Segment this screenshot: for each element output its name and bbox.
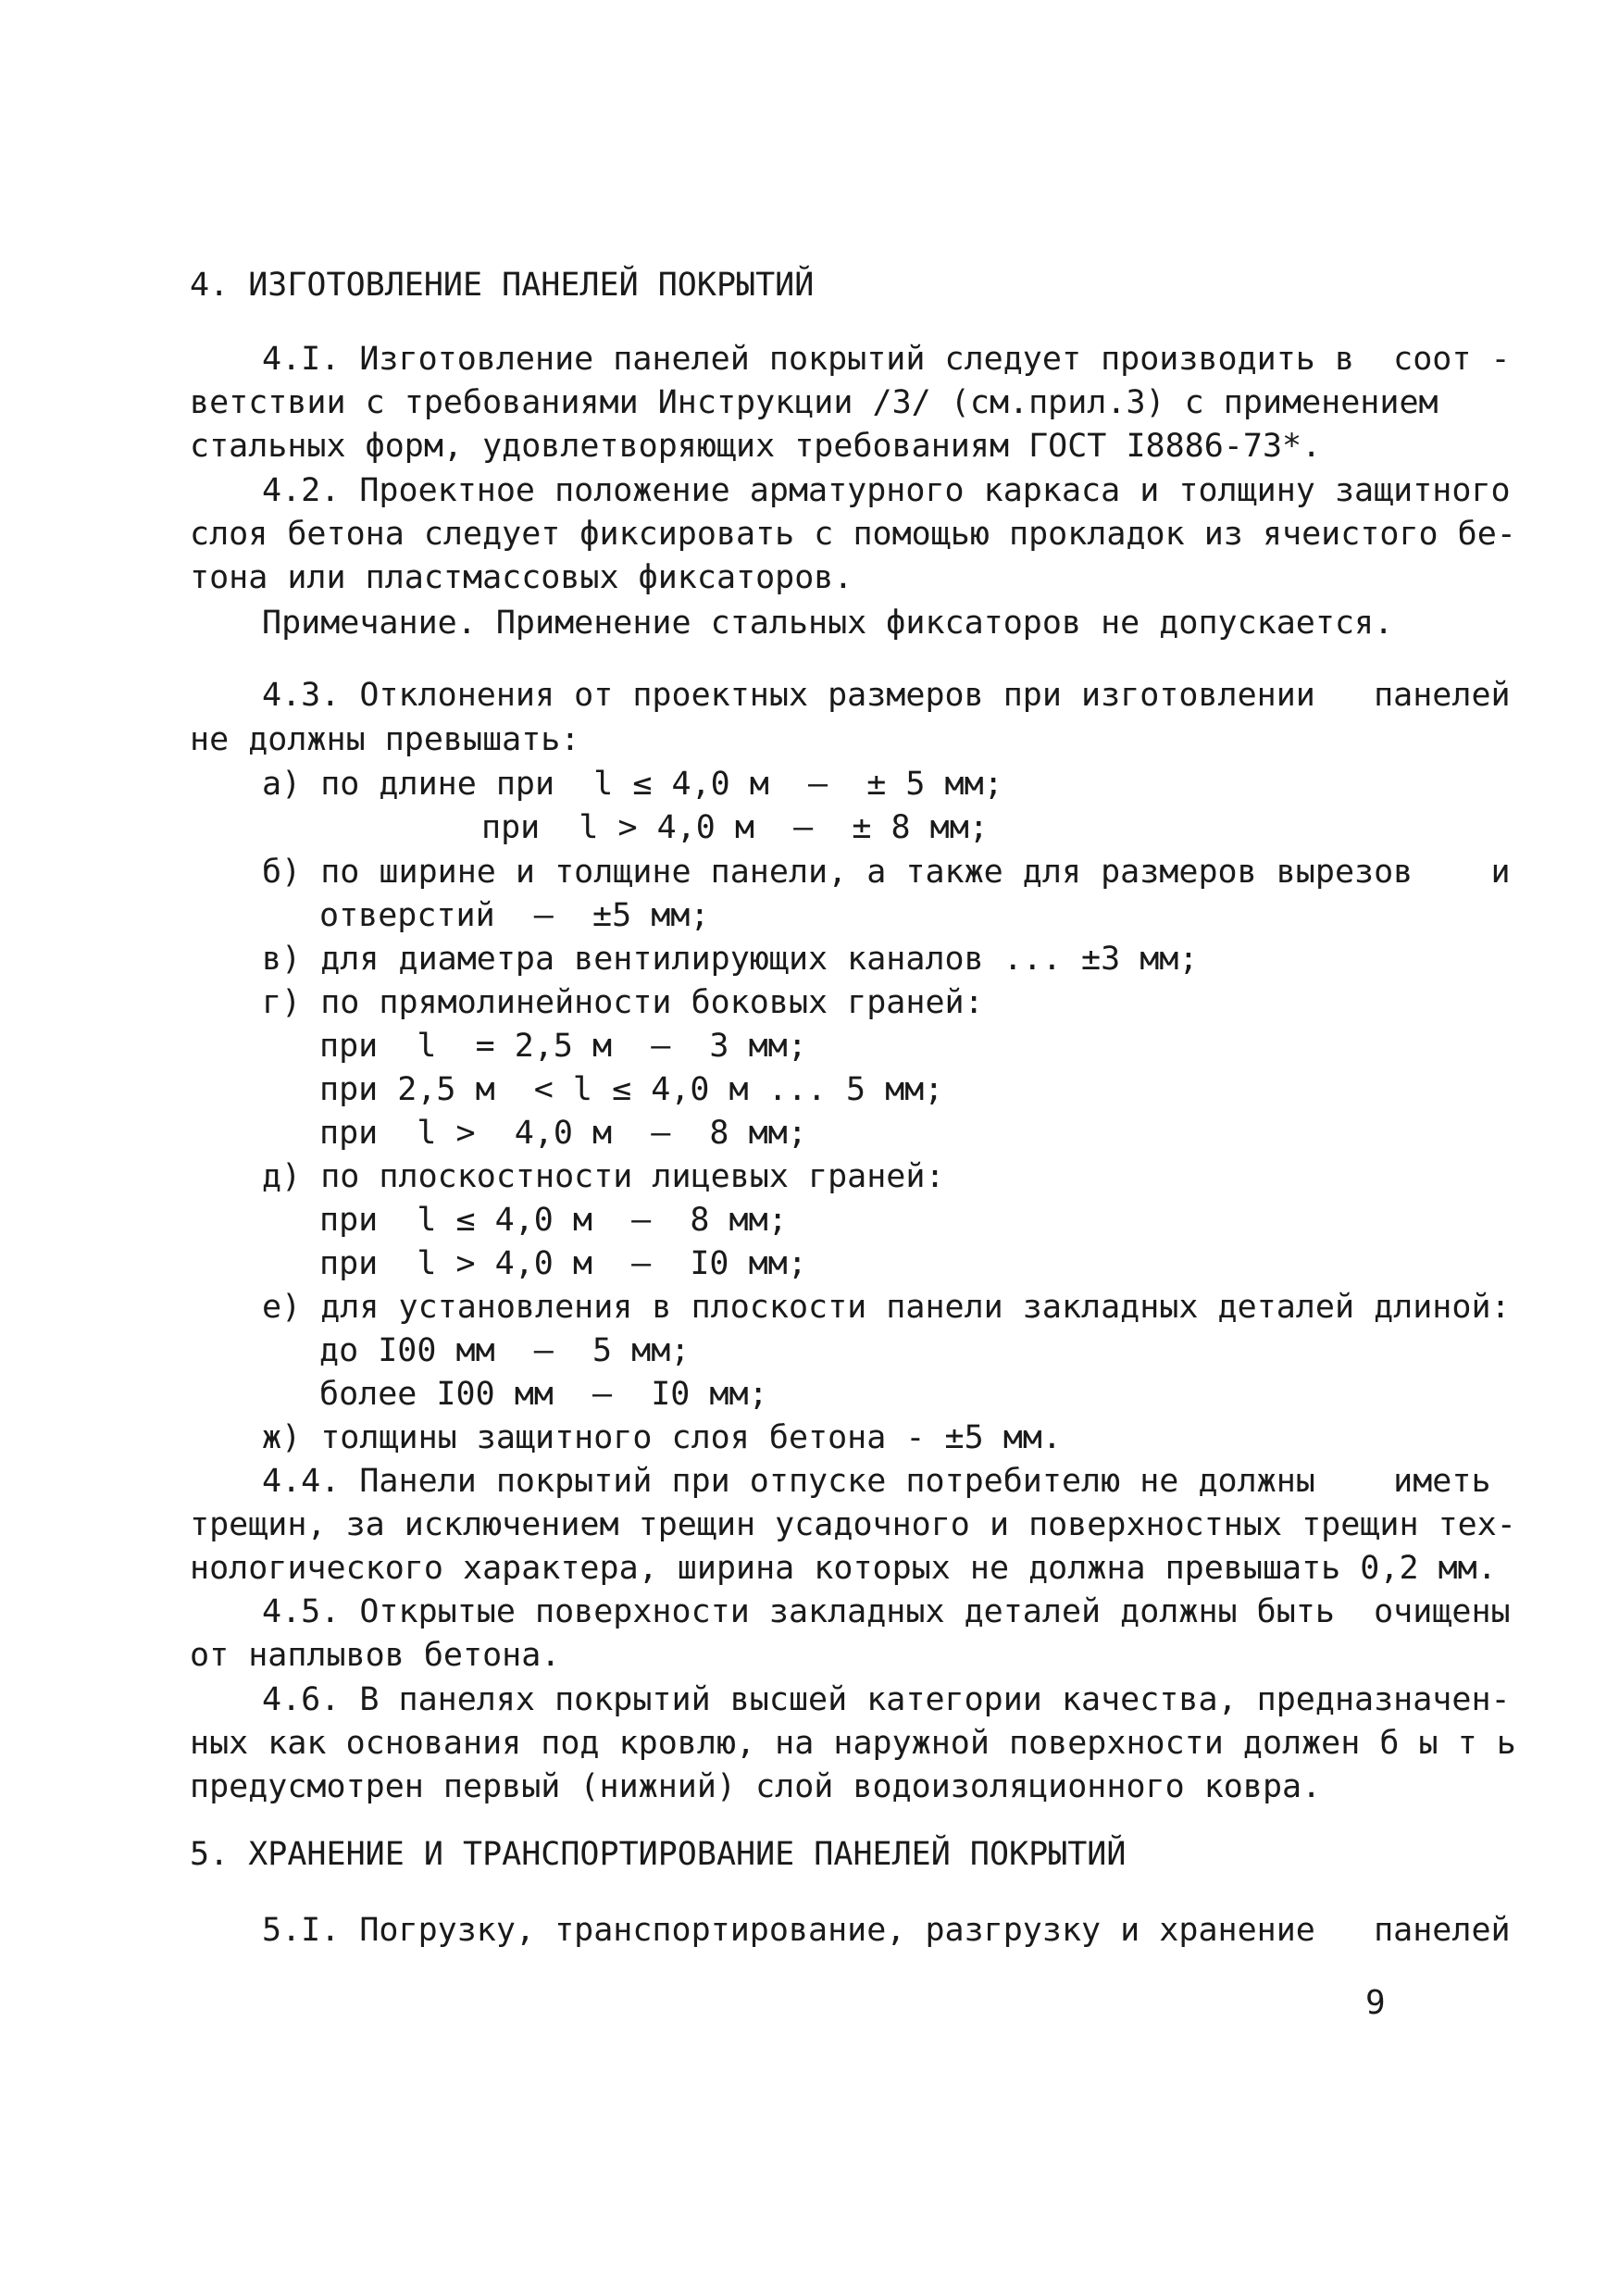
paragraph-4-4-line-1: 4.4. Панели покрытий при отпуске потребителю не должны иметь: [262, 1463, 1491, 1500]
list-item-zh: ж) толщины защитного слоя бетона - ±5 мм.: [262, 1419, 1062, 1456]
paragraph-4-6-line-3: предусмотрен первый (нижний) слой водоизоляционного ковра.: [190, 1768, 1322, 1805]
page-number: 9: [1365, 1984, 1386, 2022]
list-item-e-sub-2: более I00 мм — I0 мм;: [319, 1376, 768, 1413]
paragraph-4-1-line-2: ветствии с требованиями Инструкции /3/ (см.прил.3) с применением: [190, 384, 1438, 421]
paragraph-4-3-line-1: 4.3. Отклонения от проектных размеров при изготовлении панелей: [262, 677, 1511, 714]
paragraph-4-1-line-1: 4.I. Изготовление панелей покрытий следует производить в соот -: [262, 341, 1511, 378]
list-item-g-sub-2: при 2,5 м < l ≤ 4,0 м ... 5 мм;: [319, 1071, 944, 1108]
note-text: Примечание. Применение стальных фиксаторов не допускается.: [262, 605, 1394, 642]
list-item-e: е) для установления в плоскости панели закладных деталей длиной:: [262, 1289, 1511, 1326]
paragraph-4-5-line-1: 4.5. Открытые поверхности закладных деталей должны быть очищены: [262, 1593, 1511, 1630]
list-item-g-sub-3: при l > 4,0 м — 8 мм;: [319, 1115, 807, 1152]
section-4-heading: 4. ИЗГОТОВЛЕНИЕ ПАНЕЛЕЙ ПОКРЫТИЙ: [190, 267, 815, 304]
paragraph-4-6-line-2: ных как основания под кровлю, на наружной поверхности должен б ы т ь: [190, 1725, 1516, 1762]
list-item-g: г) по прямолинейности боковых граней:: [262, 984, 984, 1021]
paragraph-4-4-line-3: нологического характера, ширина которых не должна превышать 0,2 мм.: [190, 1550, 1497, 1587]
list-item-b-cont: отверстий — ±5 мм;: [319, 897, 710, 934]
list-item-b: б) по ширине и толщине панели, а также для размеров вырезов и: [262, 854, 1511, 891]
list-item-e-sub-1: до I00 мм — 5 мм;: [319, 1332, 691, 1369]
list-item-d-sub-2: при l > 4,0 м — I0 мм;: [319, 1245, 807, 1282]
paragraph-4-2-line-1: 4.2. Проектное положение арматурного каркаса и толщину защитного: [262, 472, 1511, 509]
paragraph-4-1-line-3: стальных форм, удовлетворяющих требованиям ГОСТ I8886-73*.: [190, 428, 1322, 465]
list-item-a-sub: при l > 4,0 м — ± 8 мм;: [481, 809, 989, 846]
paragraph-5-1-line-1: 5.I. Погрузку, транспортирование, разгрузку и хранение панелей: [262, 1912, 1511, 1949]
list-item-d-sub-1: при l ≤ 4,0 м — 8 мм;: [319, 1202, 788, 1239]
paragraph-4-6-line-1: 4.6. В панелях покрытий высшей категории качества, предназначен-: [262, 1681, 1511, 1718]
section-5-heading: 5. ХРАНЕНИЕ И ТРАНСПОРТИРОВАНИЕ ПАНЕЛЕЙ ПОКРЫТИЙ: [190, 1836, 1127, 1873]
paragraph-4-2-line-3: тона или пластмассовых фиксаторов.: [190, 559, 853, 596]
paragraph-4-5-line-2: от наплывов бетона.: [190, 1637, 561, 1674]
list-item-a: а) по длине при l ≤ 4,0 м — ± 5 мм;: [262, 766, 1003, 803]
paragraph-4-3-line-2: не должны превышать:: [190, 721, 580, 758]
list-item-v: в) для диаметра вентилирующих каналов ... ±3 мм;: [262, 941, 1199, 978]
list-item-d: д) по плоскостности лицевых граней:: [262, 1158, 945, 1195]
list-item-g-sub-1: при l = 2,5 м — 3 мм;: [319, 1028, 807, 1065]
paragraph-4-2-line-2: слоя бетона следует фиксировать с помощью прокладок из ячеистого бе-: [190, 516, 1516, 553]
paragraph-4-4-line-2: трещин, за исключением трещин усадочного и поверхностных трещин тех-: [190, 1506, 1516, 1543]
